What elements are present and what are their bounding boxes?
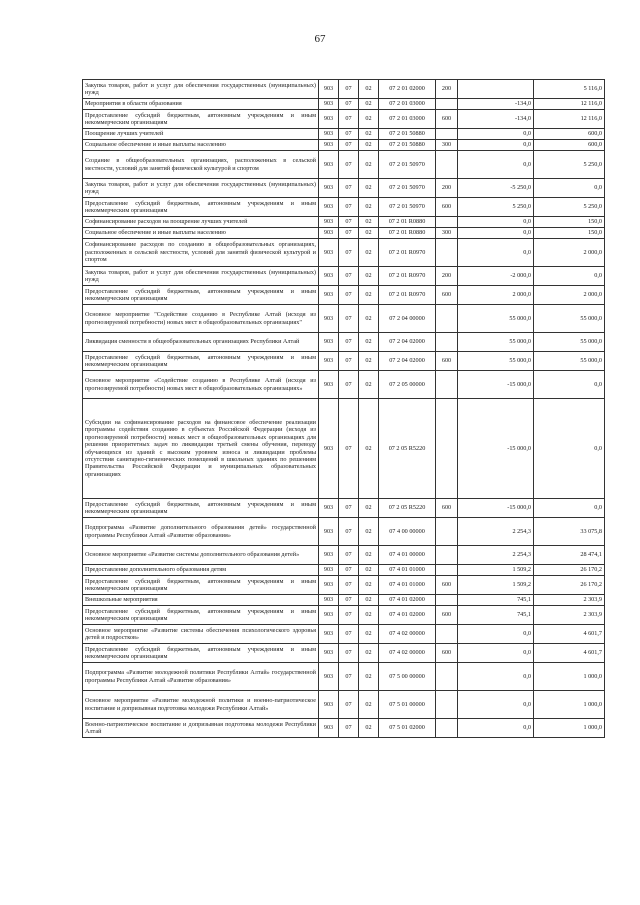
cell-expense-type: 200 [436,179,458,198]
table-row [83,228,605,239]
cell-total-amount: 33 075,8 [534,518,605,546]
cell-target-article: 07 2 01 50880 [379,129,436,140]
cell-name: Предоставление субсидий бюджетным, автономным учреждениям и иным некоммерческим организациям [83,352,319,371]
cell-expense-type: 600 [436,198,458,217]
cell-expense-type [436,625,458,644]
cell-ministry: 903 [319,371,339,399]
table-row [83,719,605,738]
cell-ministry: 903 [319,576,339,595]
cell-subsection: 02 [359,267,379,286]
cell-target-article: 07 2 04 00000 [379,305,436,333]
cell-change-amount: 0,0 [458,151,534,179]
cell-name: Закупка товаров, работ и услуг для обеспечения государственных (муниципальных) нужд [83,179,319,198]
cell-target-article: 07 4 01 00000 [379,546,436,565]
table-row [83,691,605,719]
cell-name: Предоставление субсидий бюджетным, автономным учреждениям и иным некоммерческим организациям [83,286,319,305]
cell-target-article: 07 4 02 00000 [379,644,436,663]
cell-expense-type: 600 [436,576,458,595]
table-row [83,267,605,286]
cell-ministry: 903 [319,179,339,198]
cell-change-amount: 5 250,0 [458,198,534,217]
cell-name: Основное мероприятие «Развитие системы обеспечения психологического здоровья детей и подростков» [83,625,319,644]
cell-expense-type [436,333,458,352]
cell-change-amount: 0,0 [458,228,534,239]
cell-expense-type: 200 [436,80,458,99]
cell-expense-type [436,239,458,267]
cell-name: Социальное обеспечение и иные выплаты населению [83,140,319,151]
cell-expense-type [436,546,458,565]
cell-subsection: 02 [359,99,379,110]
cell-ministry: 903 [319,399,339,499]
budget-table-body [83,80,605,738]
cell-target-article: 07 5 01 00000 [379,691,436,719]
cell-subsection: 02 [359,595,379,606]
cell-total-amount: 5 116,0 [534,80,605,99]
table-row [83,239,605,267]
cell-section: 07 [339,179,359,198]
cell-section: 07 [339,110,359,129]
cell-target-article: 07 2 01 R0970 [379,239,436,267]
cell-name: Предоставление субсидий бюджетным, автономным учреждениям и иным некоммерческим организациям [83,198,319,217]
cell-name: Внешкольные мероприятия [83,595,319,606]
cell-name: Поощрение лучших учителей [83,129,319,140]
table-row [83,110,605,129]
cell-ministry: 903 [319,663,339,691]
cell-subsection: 02 [359,228,379,239]
cell-target-article: 07 2 01 R0970 [379,286,436,305]
cell-target-article: 07 2 01 50970 [379,179,436,198]
cell-change-amount: 55 000,0 [458,305,534,333]
cell-change-amount: -2 000,0 [458,267,534,286]
cell-expense-type: 300 [436,228,458,239]
cell-ministry: 903 [319,286,339,305]
cell-total-amount: 28 474,1 [534,546,605,565]
table-row [83,333,605,352]
cell-change-amount: 745,1 [458,606,534,625]
table-row [83,644,605,663]
cell-ministry: 903 [319,625,339,644]
cell-section: 07 [339,719,359,738]
cell-subsection: 02 [359,110,379,129]
table-row [83,371,605,399]
table-row [83,129,605,140]
cell-subsection: 02 [359,499,379,518]
cell-subsection: 02 [359,691,379,719]
cell-name: Социальное обеспечение и иные выплаты населению [83,228,319,239]
cell-total-amount: 26 170,2 [534,576,605,595]
cell-section: 07 [339,606,359,625]
cell-total-amount: 1 000,0 [534,691,605,719]
cell-ministry: 903 [319,228,339,239]
cell-section: 07 [339,565,359,576]
cell-subsection: 02 [359,333,379,352]
cell-subsection: 02 [359,80,379,99]
cell-change-amount: -15 000,0 [458,371,534,399]
cell-ministry: 903 [319,333,339,352]
cell-subsection: 02 [359,305,379,333]
cell-ministry: 903 [319,110,339,129]
cell-ministry: 903 [319,140,339,151]
cell-name: Софинансирование расходов на поощрение лучших учителей [83,217,319,228]
cell-target-article: 07 2 05 R5220 [379,399,436,499]
cell-expense-type: 600 [436,286,458,305]
cell-section: 07 [339,140,359,151]
cell-subsection: 02 [359,719,379,738]
cell-name: Основное мероприятие «Развитие молодежной политики и военно-патриотическое воспитание и допризывная подготовка молодежи Республики Алтай» [83,691,319,719]
cell-total-amount: 0,0 [534,267,605,286]
cell-target-article: 07 5 01 02000 [379,719,436,738]
cell-name: Софинансирование расходов по созданию в общеобразовательных организациях, расположенных в сельской местности, условий для занятий физической культурой и спортом [83,239,319,267]
cell-subsection: 02 [359,606,379,625]
table-row [83,179,605,198]
cell-name: Подпрограмма «Развитие дополнительного образования детей» государственной программы Республики Алтай «Развитие образования» [83,518,319,546]
table-row [83,663,605,691]
cell-section: 07 [339,352,359,371]
cell-total-amount: 2 000,0 [534,239,605,267]
page-number: 67 [314,33,326,45]
cell-change-amount: -134,0 [458,110,534,129]
cell-total-amount: 26 170,2 [534,565,605,576]
cell-subsection: 02 [359,239,379,267]
cell-section: 07 [339,663,359,691]
cell-total-amount: 4 601,7 [534,625,605,644]
cell-subsection: 02 [359,198,379,217]
table-row [83,198,605,217]
table-row [83,151,605,179]
cell-expense-type: 600 [436,352,458,371]
cell-section: 07 [339,691,359,719]
cell-subsection: 02 [359,371,379,399]
cell-total-amount: 0,0 [534,399,605,499]
cell-total-amount: 55 000,0 [534,352,605,371]
cell-subsection: 02 [359,565,379,576]
cell-section: 07 [339,644,359,663]
cell-ministry: 903 [319,606,339,625]
table-row [83,565,605,576]
cell-expense-type [436,151,458,179]
cell-target-article: 07 2 05 00000 [379,371,436,399]
cell-total-amount: 600,0 [534,140,605,151]
table-row [83,399,605,499]
cell-subsection: 02 [359,644,379,663]
cell-total-amount: 2 000,0 [534,286,605,305]
cell-expense-type: 600 [436,499,458,518]
cell-name: Предоставление субсидий бюджетным, автономным учреждениям и иным некоммерческим организациям [83,110,319,129]
cell-subsection: 02 [359,663,379,691]
cell-change-amount: 2 254,3 [458,518,534,546]
cell-section: 07 [339,576,359,595]
cell-change-amount: 55 000,0 [458,352,534,371]
cell-expense-type: 600 [436,644,458,663]
cell-section: 07 [339,198,359,217]
cell-change-amount: -15 000,0 [458,399,534,499]
cell-section: 07 [339,305,359,333]
cell-target-article: 07 2 01 R0880 [379,217,436,228]
cell-change-amount: -134,0 [458,99,534,110]
cell-expense-type: 600 [436,110,458,129]
table-row [83,217,605,228]
cell-name: Подпрограмма «Развитие молодежной политики Республики Алтай» государственной программы Республики Алтай «Развитие образования» [83,663,319,691]
cell-section: 07 [339,217,359,228]
cell-ministry: 903 [319,80,339,99]
cell-name: Предоставление субсидий бюджетным, автономным учреждениям и иным некоммерческим организациям [83,499,319,518]
cell-name: Мероприятия в области образования [83,99,319,110]
cell-name: Предоставление субсидий бюджетным, автономным учреждениям и иным некоммерческим организациям [83,606,319,625]
cell-expense-type [436,129,458,140]
cell-subsection: 02 [359,546,379,565]
cell-name: Закупка товаров, работ и услуг для обеспечения государственных (муниципальных) нужд [83,80,319,99]
cell-name: Основное мероприятие «Развитие системы дополнительного образования детей» [83,546,319,565]
cell-total-amount: 5 250,0 [534,198,605,217]
cell-ministry: 903 [319,546,339,565]
cell-change-amount: 1 509,2 [458,565,534,576]
cell-target-article: 07 2 04 02000 [379,352,436,371]
cell-ministry: 903 [319,217,339,228]
cell-subsection: 02 [359,518,379,546]
table-row [83,305,605,333]
cell-expense-type [436,305,458,333]
cell-target-article: 07 4 00 00000 [379,518,436,546]
cell-subsection: 02 [359,286,379,305]
cell-ministry: 903 [319,267,339,286]
cell-section: 07 [339,518,359,546]
table-row [83,352,605,371]
table-row [83,546,605,565]
cell-change-amount: 0,0 [458,129,534,140]
cell-ministry: 903 [319,198,339,217]
cell-section: 07 [339,228,359,239]
cell-change-amount: 0,0 [458,625,534,644]
cell-subsection: 02 [359,352,379,371]
cell-subsection: 02 [359,179,379,198]
cell-ministry: 903 [319,644,339,663]
cell-section: 07 [339,546,359,565]
cell-ministry: 903 [319,691,339,719]
cell-target-article: 07 2 04 02000 [379,333,436,352]
cell-subsection: 02 [359,129,379,140]
cell-total-amount: 4 601,7 [534,644,605,663]
cell-expense-type [436,663,458,691]
cell-total-amount: 1 000,0 [534,719,605,738]
cell-total-amount: 0,0 [534,499,605,518]
cell-section: 07 [339,99,359,110]
cell-section: 07 [339,80,359,99]
cell-subsection: 02 [359,576,379,595]
cell-target-article: 07 2 01 50970 [379,198,436,217]
cell-section: 07 [339,371,359,399]
cell-section: 07 [339,499,359,518]
cell-section: 07 [339,151,359,179]
cell-change-amount: -15 000,0 [458,499,534,518]
cell-ministry: 903 [319,719,339,738]
cell-change-amount: 0,0 [458,140,534,151]
cell-expense-type: 200 [436,267,458,286]
cell-total-amount: 55 000,0 [534,333,605,352]
table-row [83,140,605,151]
cell-section: 07 [339,129,359,140]
cell-target-article: 07 2 01 03000 [379,110,436,129]
cell-target-article: 07 2 01 R0970 [379,267,436,286]
cell-target-article: 07 2 01 50880 [379,140,436,151]
cell-target-article: 07 4 02 00000 [379,625,436,644]
cell-name: Ликвидация сменности в общеобразовательных организациях Республики Алтай [83,333,319,352]
cell-target-article: 07 4 01 02000 [379,595,436,606]
cell-ministry: 903 [319,518,339,546]
cell-target-article: 07 4 01 01000 [379,565,436,576]
cell-subsection: 02 [359,625,379,644]
cell-target-article: 07 2 01 R0880 [379,228,436,239]
cell-name: Создание в общеобразовательных организациях, расположенных в сельской местности, условий для занятий физической культурой и спортом [83,151,319,179]
cell-ministry: 903 [319,352,339,371]
cell-section: 07 [339,267,359,286]
cell-change-amount: 1 509,2 [458,576,534,595]
cell-expense-type [436,371,458,399]
cell-ministry: 903 [319,99,339,110]
cell-subsection: 02 [359,399,379,499]
cell-change-amount: 0,0 [458,691,534,719]
cell-ministry: 903 [319,239,339,267]
cell-target-article: 07 4 01 02000 [379,606,436,625]
cell-name: Предоставление дополнительного образования детям [83,565,319,576]
cell-section: 07 [339,333,359,352]
table-row [83,499,605,518]
cell-expense-type [436,217,458,228]
cell-change-amount: -5 250,0 [458,179,534,198]
cell-name: Основное мероприятие «Содействие созданию в Республике Алтай (исходя из прогнозируемой потребности) новых мест в общеобразовательных организациях» [83,371,319,399]
cell-expense-type [436,565,458,576]
cell-section: 07 [339,399,359,499]
budget-table [82,79,605,738]
cell-total-amount: 12 116,0 [534,110,605,129]
cell-total-amount: 5 250,0 [534,151,605,179]
cell-section: 07 [339,286,359,305]
cell-ministry: 903 [319,565,339,576]
cell-name: Военно-патриотическое воспитание и допризывная подготовка молодежи Республики Алтай [83,719,319,738]
table-row [83,518,605,546]
cell-change-amount: 745,1 [458,595,534,606]
table-row [83,606,605,625]
cell-expense-type: 300 [436,140,458,151]
cell-name: Субсидии на софинансирование расходов на финансовое обеспечение реализации программы содействия созданию в субъектах Российской Федерации (исходя из прогнозируемой потребности) новых мест в общеобразовательных организациях для решения приоритетных задач по ликвидации третьей смены обучения, переводу обучающихся из зданий с высоким уровнем износа и ликвидации проблемы отсутствия санитарно-гигиенических помещений в школьных зданиях по решениям Правительства Российской Федерации и муниципальных образовательных организациях [83,399,319,499]
cell-change-amount: 2 000,0 [458,286,534,305]
cell-total-amount: 0,0 [534,371,605,399]
cell-section: 07 [339,239,359,267]
cell-expense-type [436,99,458,110]
cell-expense-type [436,399,458,499]
table-row [83,286,605,305]
cell-target-article: 07 5 00 00000 [379,663,436,691]
table-row [83,625,605,644]
cell-name: Предоставление субсидий бюджетным, автономным учреждениям и иным некоммерческим организациям [83,644,319,663]
cell-expense-type [436,719,458,738]
cell-subsection: 02 [359,217,379,228]
cell-target-article: 07 2 01 50970 [379,151,436,179]
cell-change-amount: 0,0 [458,217,534,228]
cell-total-amount: 0,0 [534,179,605,198]
cell-expense-type [436,691,458,719]
cell-total-amount: 150,0 [534,217,605,228]
cell-total-amount: 600,0 [534,129,605,140]
cell-name: Основное мероприятие "Содействие созданию в Республике Алтай (исходя из прогнозируемой потребности) новых мест в общеобразовательных организациях" [83,305,319,333]
cell-target-article: 07 2 05 R5220 [379,499,436,518]
table-row [83,80,605,99]
cell-change-amount: 0,0 [458,719,534,738]
cell-total-amount: 2 303,9 [534,606,605,625]
table-row [83,576,605,595]
cell-target-article: 07 4 01 01000 [379,576,436,595]
cell-total-amount: 55 000,0 [534,305,605,333]
cell-subsection: 02 [359,140,379,151]
cell-expense-type: 600 [436,606,458,625]
cell-ministry: 903 [319,305,339,333]
cell-section: 07 [339,625,359,644]
cell-target-article: 07 2 01 03000 [379,99,436,110]
cell-total-amount: 12 116,0 [534,99,605,110]
cell-target-article: 07 2 01 02000 [379,80,436,99]
table-row [83,99,605,110]
cell-name: Предоставление субсидий бюджетным, автономным учреждениям и иным некоммерческим организациям [83,576,319,595]
cell-total-amount: 150,0 [534,228,605,239]
cell-change-amount: 0,0 [458,239,534,267]
cell-expense-type [436,518,458,546]
table-row [83,595,605,606]
cell-ministry: 903 [319,129,339,140]
cell-subsection: 02 [359,151,379,179]
cell-ministry: 903 [319,595,339,606]
cell-total-amount: 2 303,9 [534,595,605,606]
cell-change-amount: 0,0 [458,663,534,691]
cell-change-amount [458,80,534,99]
cell-total-amount: 1 000,0 [534,663,605,691]
cell-expense-type [436,595,458,606]
cell-name: Закупка товаров, работ и услуг для обеспечения государственных (муниципальных) нужд [83,267,319,286]
cell-change-amount: 55 000,0 [458,333,534,352]
cell-ministry: 903 [319,499,339,518]
cell-change-amount: 0,0 [458,644,534,663]
cell-ministry: 903 [319,151,339,179]
cell-change-amount: 2 254,3 [458,546,534,565]
cell-section: 07 [339,595,359,606]
